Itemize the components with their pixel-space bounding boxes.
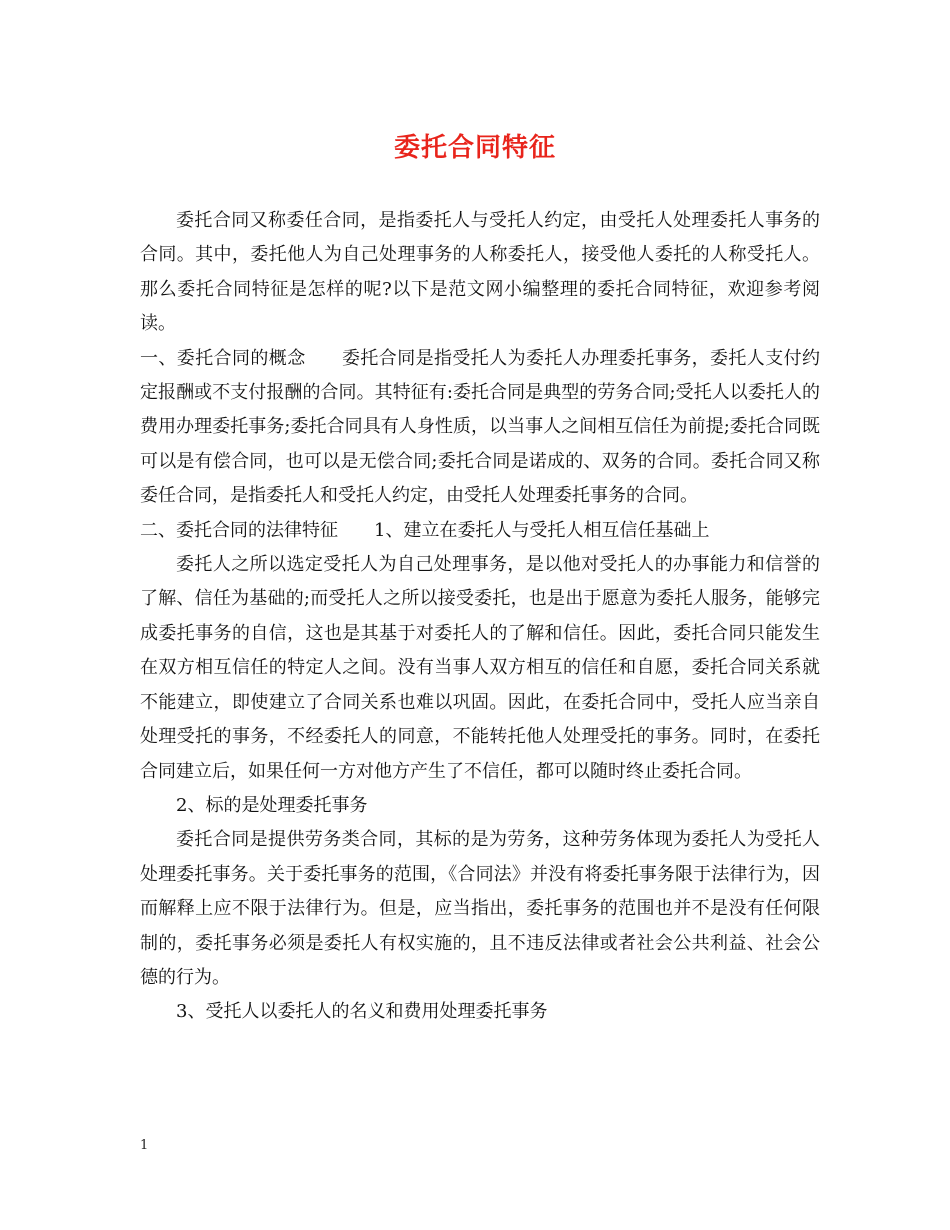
section-1-heading: 一、委托合同的概念 <box>140 347 306 369</box>
section-2-heading: 二、委托合同的法律特征 <box>140 519 338 541</box>
document-body <box>140 204 820 1030</box>
point-2-heading: 2、标的是处理委托事务 <box>176 794 368 816</box>
point-1-paragraph: 委托人之所以选定受托人为自己处理事务，是以他对受托人的办事能力和信誉的了解、信任为基础的;而受托人之所以接受委托，也是出于愿意为委托人服务，能够完成委托事务的自信，这也是其基于对委托人的了解和信任。因此，委托合同只能发生在双方相互信任的特定人之间。没有当事人双方相互的信任和自愿，委托合同关系就不能建立，即使建立了合同关系也难以巩固。因此，在委托合同中，受托人应当亲自处理受托的事务，不经委托人的同意，不能转托他人处理受托的事务。同时，在委托合同建立后，如果任何一方对他方产生了不信任，都可以随时终止委托合同。 <box>140 554 820 782</box>
intro-paragraph: 委托合同又称委任合同，是指委托人与受托人约定，由受托人处理委托人事务的合同。其中，委托他人为自己处理事务的人称委托人，接受他人委托的人称受托人。那么委托合同特征是怎样的呢?以下是范文网小编整理的委托合同特征，欢迎参考阅读。 <box>140 210 820 335</box>
document-title: 委托合同特征 <box>393 133 556 163</box>
point-3-heading: 3、受托人以委托人的名义和费用处理委托事务 <box>176 1001 548 1023</box>
page-number: 1 <box>140 1138 149 1153</box>
section-2-paragraph <box>140 514 820 548</box>
point-1-heading: 1、建立在委托人与受托人相互信任基础上 <box>374 519 710 541</box>
point-2-paragraph: 委托合同是提供劳务类合同，其标的是为劳务，这种劳务体现为委托人为受托人处理委托事务。关于委托事务的范围，《合同法》并没有将委托事务限于法律行为，因而解释上应不限于法律行为。但是，应当指出，委托事务的范围也并不是没有任何限制的，委托事务必须是委托人有权实施的，且不违反法律或者社会公共利益、社会公德的行为。 <box>140 829 820 988</box>
section-1-paragraph <box>140 342 820 514</box>
section-1-text: 委托合同是指受托人为委托人办理委托事务，委托人支付约定报酬或不支付报酬的合同。其特征有:委托合同是典型的劳务合同;受托人以委托人的费用办理委托事务;委托合同具有人身性质，以当事人之间相互信任为前提;委托合同既可以是有偿合同，也可以是无偿合同;委托合同是诺成的、双务的合同。委托合同又称委任合同，是指委托人和受托人约定，由受托人处理委托事务的合同。 <box>140 347 821 507</box>
